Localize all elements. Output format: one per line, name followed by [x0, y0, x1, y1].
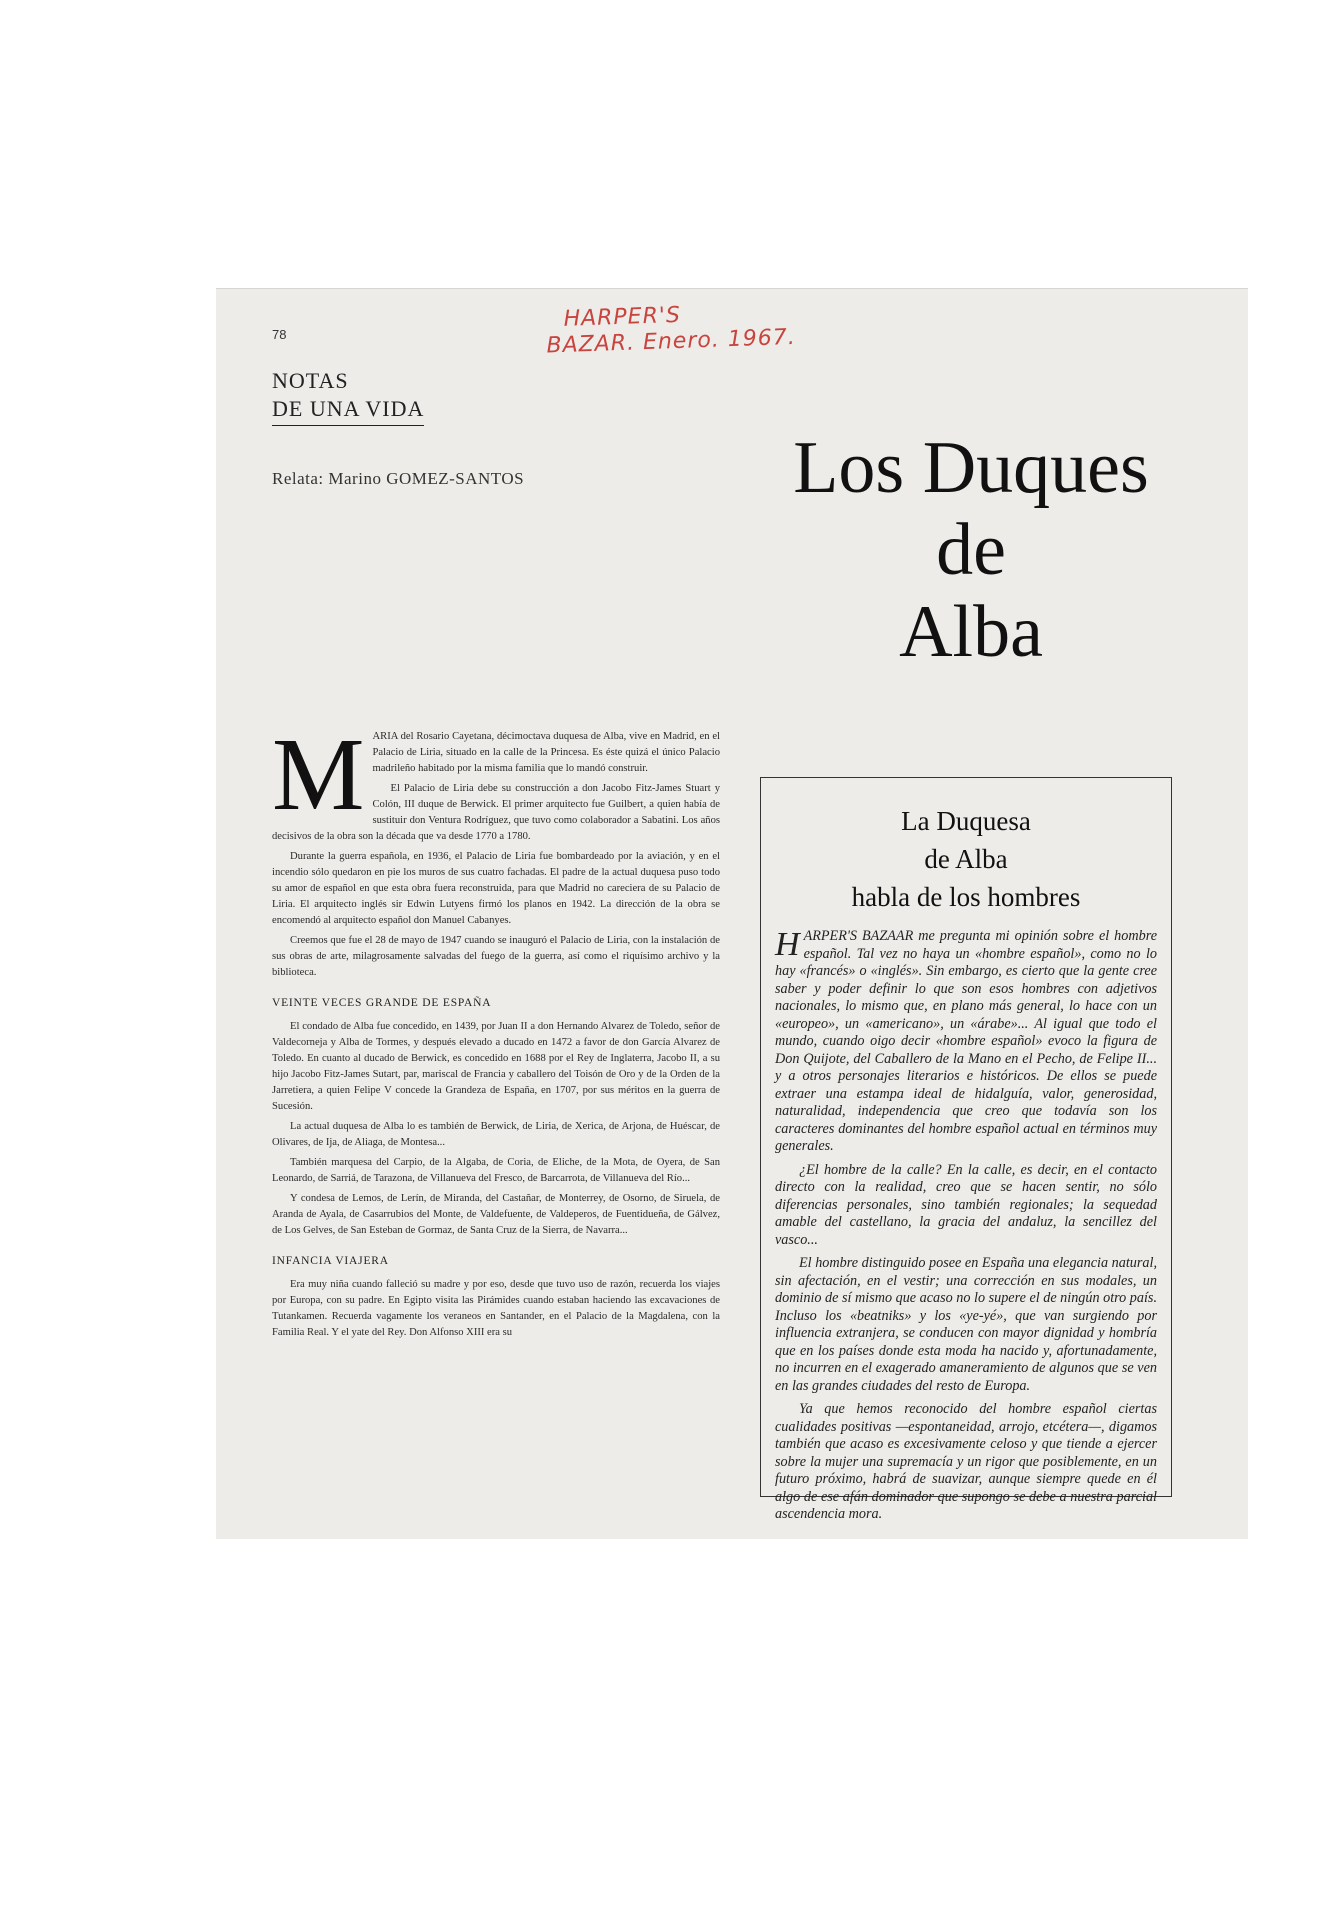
- sidebar-title-line-3: habla de los hombres: [851, 882, 1081, 912]
- sidebar-paragraph: [775, 928, 1157, 1156]
- byline: Relata: Marino GOMEZ-SANTOS: [272, 469, 525, 488]
- article-paragraph: Y condesa de Lemos, de Lerín, de Miranda, del Castañar, de Monterrey, de Osorno, de Siruela, de Aranda de Ayala, de Casarrubios del Monte, de Valdefuente, de Valdeperos, de Fuentidueña, de Gálvez, de Los Gelves, de San Esteban de Gormaz, de Santa Cruz de la Sierra, de Navarra...: [272, 1193, 720, 1236]
- sidebar-box: [760, 777, 1172, 1522]
- sidebar-dropcap: H: [775, 926, 800, 963]
- magazine-page: [216, 288, 1248, 1539]
- sidebar-paragraph: El hombre distinguido posee en España una elegancia natural, sin afectación, en el vestir; una corrección en sus modales, un dominio de sí mismo que acaso no lo supere el de ningún otro país. Incluso los «beatniks» y los «ye-yé», que van surgiendo por influencia extranjera, se conducen con mayor dignidad y hombría que en los países donde esta moda ha nacido y, afortunadamente, no incurren en el exagerado amaneramiento de algunos que se ven en las grandes ciudades del resto de Europa.: [775, 1255, 1157, 1394]
- article-paragraph: El Palacio de Liria debe su construcción a don Jacobo Fitz-James Stuart y Colón, III duque de Berwick. El primer arquitecto fue Guilbert, a quien había de sustituir don Ventura Rodríguez, que tuvo como colaborador a Sabatini. Los años decisivos de la obra son la década que va desde 1770 a 1780.: [272, 783, 720, 842]
- sidebar-title-line-1: La Duquesa: [901, 806, 1031, 836]
- paragraph-text: ARIA del Rosario Cayetana, décimoctava duquesa de Alba, vive en Madrid, en el Palacio de Liria, situado en la calle de la Princesa. Es éste quizá el único Palacio madrileño habitado por la misma familia que lo mandó construir.: [372, 731, 720, 774]
- article-paragraph: Creemos que fue el 28 de mayo de 1947 cuando se inauguró el Palacio de Liria, con la instalación de sus obras de arte, milagrosamente salvadas del fuego de la guerra, así como el riquísimo archivo y la biblioteca.: [272, 935, 720, 978]
- handwritten-annotation: [546, 299, 797, 359]
- article-dropcap: M: [272, 717, 365, 832]
- article-paragraph: También marquesa del Carpio, de la Algaba, de Coria, de Eliche, de la Mota, de Oyera, de San Leonardo, de Sarriá, de Tarazona, de Villanueva del Fresco, de Barcarrota, de Villanueva del Río...: [272, 1157, 720, 1184]
- handwritten-line-2: BAZAR. Enero. 1967.: [546, 324, 797, 359]
- headline-line-1: Los Duques: [793, 427, 1149, 509]
- article-paragraph: Era muy niña cuando falleció su madre y por eso, desde que tuvo uso de razón, recuerda los viajes por Europa, con su padre. En Egipto visita las Pirámides cuando estaban haciendo las excavaciones de Tutankamen. Recuerda vagamente los veraneos en Santander, en el Palacio de la Magdalena, con la Familia Real. Y el yate del Rey. Don Alfonso XIII era su: [272, 1279, 720, 1338]
- handwritten-line-1: HARPER'S: [563, 302, 682, 332]
- headline-line-3: Alba: [899, 591, 1043, 673]
- section-title-line-1: NOTAS: [272, 368, 349, 393]
- paragraph-text: ARPER'S BAZAAR me pregunta mi opinión sobre el hombre español. Tal vez no haya un «hombre español», como no lo hay «francés» o «inglés». Sin embargo, es cierto que la gente cree saber y poder definir lo que son esos hombres con adjetivos nacionales, lo mismo que, en plano más general, lo hace con un «europeo», un «americano», un «árabe»... Al igual que todo el mundo, cuando oigo decir «hombre español» evoco la figura de Don Quijote, del Caballero de la Mano en el Pecho, de Felipe II... y a otros personajes literarios e históricos. De ellos se puede extraer una estampa ideal de hidalguía, valor, generosidad, naturalidad, independencia que creo que todavía son los caracteres dominantes del hombre español actual en términos muy generales.: [775, 928, 1157, 1154]
- headline-line-2: de: [936, 509, 1006, 591]
- page-number: 78: [272, 327, 287, 342]
- article-subhead: INFANCIA VIAJERA: [272, 1255, 389, 1267]
- section-title-line-2: DE UNA VIDA: [272, 395, 424, 426]
- sidebar-title: [775, 802, 1157, 916]
- sidebar-body: [775, 928, 1157, 1524]
- section-title: [272, 367, 424, 426]
- article-paragraph: La actual duquesa de Alba lo es también de Berwick, de Liria, de Xerica, de Arjona, de Huéscar, de Olivares, de Ija, de Aliaga, de Montesa...: [272, 1121, 720, 1148]
- sidebar-title-line-2: de Alba: [924, 844, 1008, 874]
- article-headline: [736, 427, 1206, 673]
- sidebar-paragraph: ¿El hombre de la calle? En la calle, es decir, en el contacto directo con la realidad, creo que se hacen sentir, no sólo diferencias personales, sino también regionales; la sequedad amable del castellano, la gracia del andaluz, la sencillez del vasco...: [775, 1161, 1157, 1248]
- article-paragraph: Durante la guerra española, en 1936, el Palacio de Liria fue bombardeado por la aviación, y en el incendio sólo quedaron en pie los muros de sus cuatro fachadas. El padre de la actual duquesa puso todo su amor de español en que esta obra fuera reconstruida, para que Madrid no careciera de su Palacio de Liria. El arquitecto inglés sir Edwin Lutyens firmó los planos en 1942. La dirección de la obra se encomendó al arquitecto español don Manuel Cabanyes.: [272, 851, 720, 926]
- article-paragraph: El condado de Alba fue concedido, en 1439, por Juan II a don Hernando Alvarez de Toledo, señor de Valdecorneja y Alba de Tormes, y después elevado a ducado en 1472 a favor de don García Alvarez de Toledo. En cuanto al ducado de Berwick, es concedido en 1688 por el Rey de Inglaterra, Jacobo II, a su hijo Jacobo Fitz-James Sutart, par, mariscal de Francia y caballero del Toisón de Oro y de la Orden de la Jarretiera, a quien Felipe V concede la Grandeza de España, en 1707, por sus méritos en la guerra de Sucesión.: [272, 1021, 720, 1112]
- sidebar-paragraph: Ya que hemos reconocido del hombre español ciertas cualidades positivas —espontaneidad, arrojo, etcétera—, digamos también que acaso es excesivamente celoso y que tiende a ejercer sobre la mujer una supremacía y un rigor que posiblemente, en un futuro próximo, habrá de suavizar, aunque siempre quede en él algo de ese afán dominador que supongo se debe a nuestra parcial ascendencia mora.: [775, 1401, 1157, 1522]
- article-subhead: VEINTE VECES GRANDE DE ESPAÑA: [272, 997, 492, 1009]
- article-body: [272, 717, 720, 1345]
